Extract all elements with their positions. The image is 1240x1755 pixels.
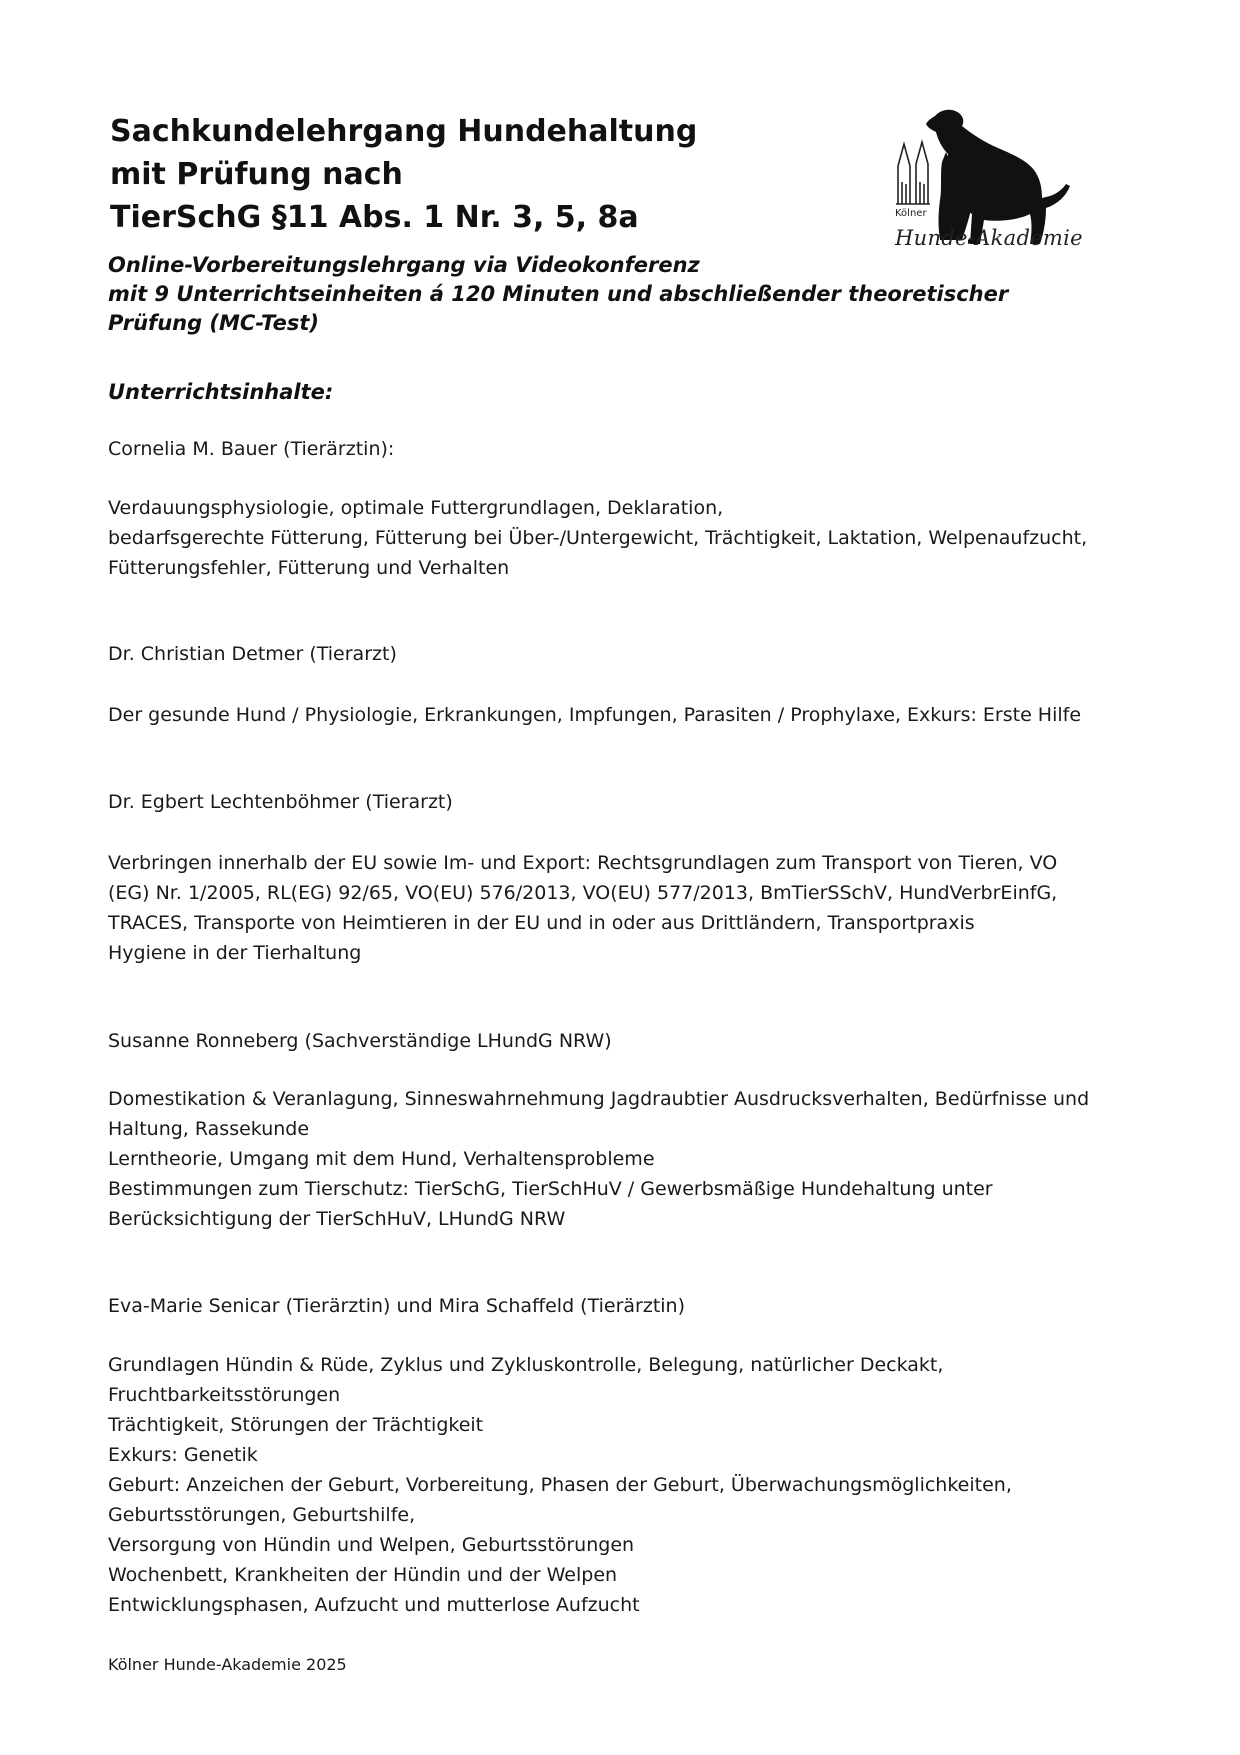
topic-line: Haltung, Rassekunde [108, 1118, 310, 1140]
topic-line: Wochenbett, Krankheiten der Hündin und der Welpen [108, 1564, 618, 1586]
topic-line: Verdauungsphysiologie, optimale Futtergrundlagen, Deklaration, [108, 497, 724, 519]
topic-line: Fütterungsfehler, Fütterung und Verhalten [108, 557, 510, 579]
topic-line: Der gesunde Hund / Physiologie, Erkrankungen, Impfungen, Parasiten / Prophylaxe, Exkurs: Erste Hilfe [108, 704, 1082, 726]
topic-line: (EG) Nr. 1/2005, RL(EG) 92/65, VO(EU) 576/2013, VO(EU) 577/2013, BmTierSSchV, HundVerbrEinfG, [108, 882, 1058, 904]
topic-line: Exkurs: Genetik [108, 1444, 258, 1466]
topic-list [108, 493, 1148, 583]
subtitle-line-2: mit 9 Unterrichtseinheiten á 120 Minuten und abschließender theoretischer [108, 282, 1009, 306]
lecturer-name: Susanne Ronneberg (Sachverständige LHundG NRW) [108, 1030, 612, 1052]
lecturer-name: Dr. Egbert Lechtenböhmer (Tierarzt) [108, 791, 453, 813]
lecturer-name: Dr. Christian Detmer (Tierarzt) [108, 643, 397, 665]
title-line-1: Sachkundelehrgang Hundehaltung [110, 114, 698, 149]
topic-line: Hygiene in der Tierhaltung [108, 942, 362, 964]
subtitle-line-1: Online-Vorbereitungslehrgang via Videokonferenz [108, 253, 700, 277]
topic-line: Bestimmungen zum Tierschutz: TierSchG, TierSchHuV / Gewerbsmäßige Hundehaltung unter [108, 1178, 993, 1200]
topic-line: Berücksichtigung der TierSchHuV, LHundG NRW [108, 1208, 566, 1230]
topic-line: Verbringen innerhalb der EU sowie Im- und Export: Rechtsgrundlagen zum Transport von Tieren, VO [108, 852, 1058, 874]
topic-list [108, 848, 1148, 968]
topic-line: Fruchtbarkeitsstörungen [108, 1384, 341, 1406]
topic-line: Entwicklungsphasen, Aufzucht und mutterlose Aufzucht [108, 1594, 640, 1616]
document-footer: Kölner Hunde-Akademie 2025 [108, 1655, 347, 1674]
topic-line: Geburtsstörungen, Geburtshilfe, [108, 1504, 416, 1526]
document-title [110, 110, 810, 239]
topic-line: Grundlagen Hündin & Rüde, Zyklus und Zykluskontrolle, Belegung, natürlicher Deckakt, [108, 1354, 944, 1376]
document-subtitle [108, 251, 1068, 338]
topic-line: bedarfsgerechte Fütterung, Fütterung bei Über-/Untergewicht, Trächtigkeit, Laktation, Welpenaufzucht, [108, 527, 1088, 549]
section-heading: Unterrichtsinhalte: [108, 380, 334, 404]
topic-line: Versorgung von Hündin und Welpen, Geburtsstörungen [108, 1534, 635, 1556]
title-line-3: TierSchG §11 Abs. 1 Nr. 3, 5, 8a [110, 200, 639, 235]
topic-line: Domestikation & Veranlagung, Sinneswahrnehmung Jagdraubtier Ausdrucksverhalten, Bedürfnisse und [108, 1088, 1090, 1110]
title-line-2: mit Prüfung nach [110, 157, 403, 192]
topic-list [108, 1084, 1148, 1234]
topic-line: Lerntheorie, Umgang mit dem Hund, Verhaltensprobleme [108, 1148, 655, 1170]
topic-list [108, 700, 1148, 730]
topic-line: Trächtigkeit, Störungen der Trächtigkeit [108, 1414, 484, 1436]
topic-line: Geburt: Anzeichen der Geburt, Vorbereitung, Phasen der Geburt, Überwachungsmöglichkeiten, [108, 1474, 1012, 1496]
logo-script-text: Hunde-Akademie [895, 226, 1083, 250]
lecturer-name: Cornelia M. Bauer (Tierärztin): [108, 438, 395, 460]
logo-small-text: Kölner [895, 208, 927, 219]
lecturer-name: Eva-Marie Senicar (Tierärztin) und Mira Schaffeld (Tierärztin) [108, 1295, 686, 1317]
topic-line: TRACES, Transporte von Heimtieren in der EU und in oder aus Drittländern, Transportpraxis [108, 912, 975, 934]
topic-list [108, 1350, 1148, 1620]
subtitle-line-3: Prüfung (MC-Test) [108, 311, 319, 335]
